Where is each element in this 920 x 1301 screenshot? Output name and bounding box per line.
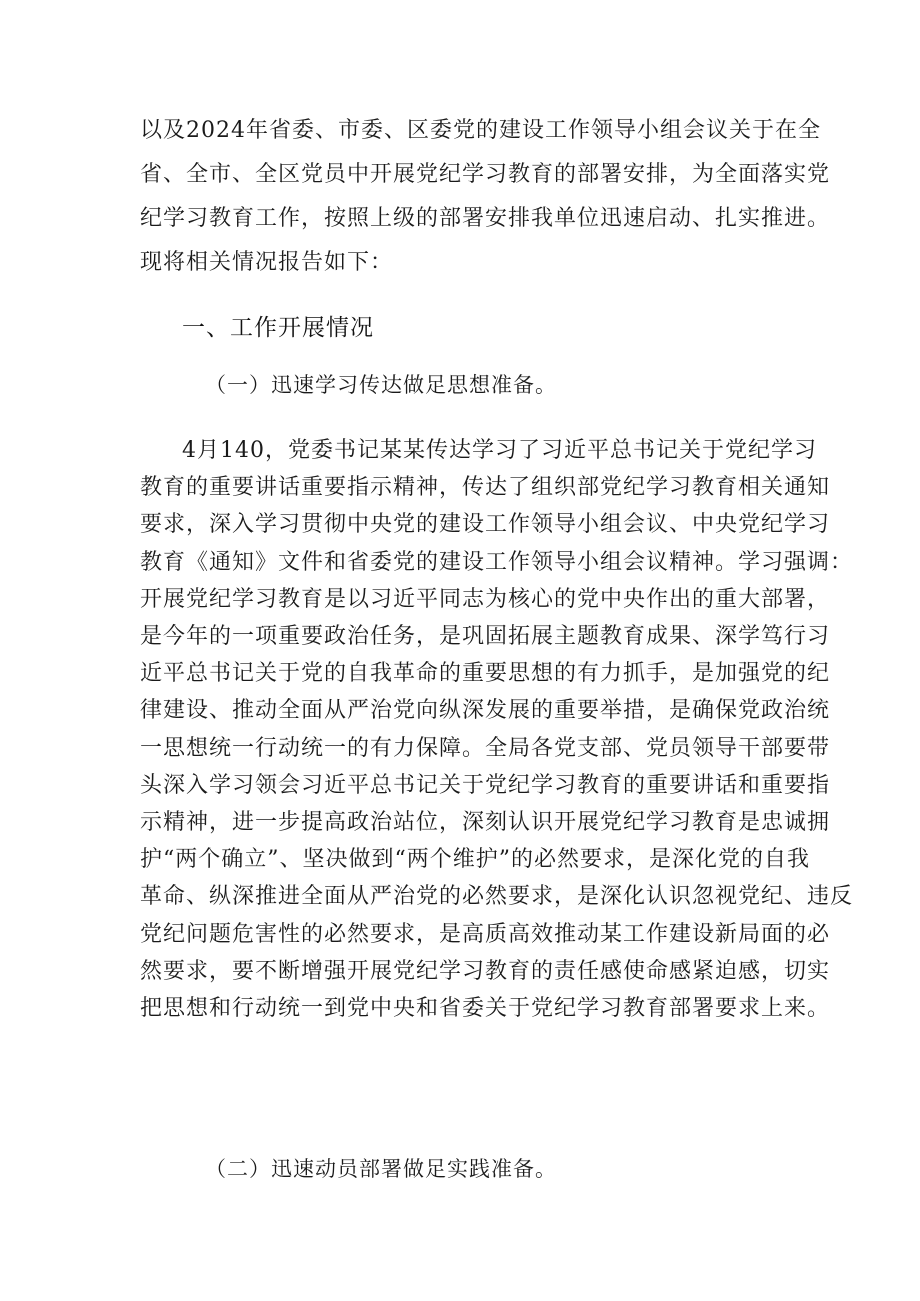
body-line: 教育《通知》文件和省委党的建设工作领导小组会议精神。学习强调： bbox=[140, 549, 854, 575]
body-line: 党纪问题危害性的必然要求，是高质高效推动某工作建设新局面的必 bbox=[140, 921, 831, 947]
subsection-heading-2: （二）迅速动员部署做足实践准备。 bbox=[205, 1157, 557, 1181]
body-line: 是今年的一项重要政治任务，是巩固拓展主题教育成果、深学笃行习 bbox=[140, 624, 831, 650]
intro-line-4: 现将相关情况报告如下： bbox=[140, 250, 394, 275]
intro-line-1: 以及2024年省委、市委、区委党的建设工作领导小组会议关于在全 bbox=[140, 118, 821, 143]
body-line: 头深入学习领会习近平总书记关于党纪学习教育的重要讲话和重要指 bbox=[140, 772, 831, 798]
intro-line-2: 省、全市、全区党员中开展党纪学习教育的部署安排，为全面落实党 bbox=[140, 162, 831, 187]
body-line: 革命、纵深推进全面从严治党的必然要求，是深化认识忽视党纪、违反 bbox=[140, 884, 854, 910]
intro-line-3: 纪学习教育工作，按照上级的部署安排我单位迅速启动、扎实推进。 bbox=[140, 206, 831, 231]
section-heading: 一、工作开展情况 bbox=[182, 315, 374, 341]
body-line: 教育的重要讲话重要指示精神，传达了组织部党纪学习教育相关通知 bbox=[140, 475, 831, 501]
body-line: 4月140，党委书记某某传达学习了习近平总书记关于党纪学习 bbox=[182, 438, 817, 463]
body-line: 示精神，进一步提高政治站位，深刻认识开展党纪学习教育是忠诚拥 bbox=[140, 810, 831, 836]
body-line: 把思想和行动统一到党中央和省委关于党纪学习教育部署要求上来。 bbox=[140, 996, 831, 1022]
body-line: 开展党纪学习教育是以习近平同志为核心的党中央作出的重大部署， bbox=[140, 586, 831, 612]
body-paragraph bbox=[140, 432, 854, 1027]
body-line: 然要求，要不断增强开展党纪学习教育的责任感使命感紧迫感，切实 bbox=[140, 958, 831, 984]
subsection-heading-1: （一）迅速学习传达做足思想准备。 bbox=[205, 373, 557, 397]
body-line: 律建设、推动全面从严治党向纵深发展的重要举措，是确保党政治统 bbox=[140, 698, 831, 724]
body-line: 要求，深入学习贯彻中央党的建设工作领导小组会议、中央党纪学习 bbox=[140, 512, 831, 538]
body-line: 护“两个确立”、坚决做到“两个维护”的必然要求，是深化党的自我 bbox=[140, 847, 810, 873]
body-line: 一思想统一行动统一的有力保障。全局各党支部、党员领导干部要带 bbox=[140, 735, 831, 761]
body-line: 近平总书记关于党的自我革命的重要思想的有力抓手，是加强党的纪 bbox=[140, 661, 831, 687]
